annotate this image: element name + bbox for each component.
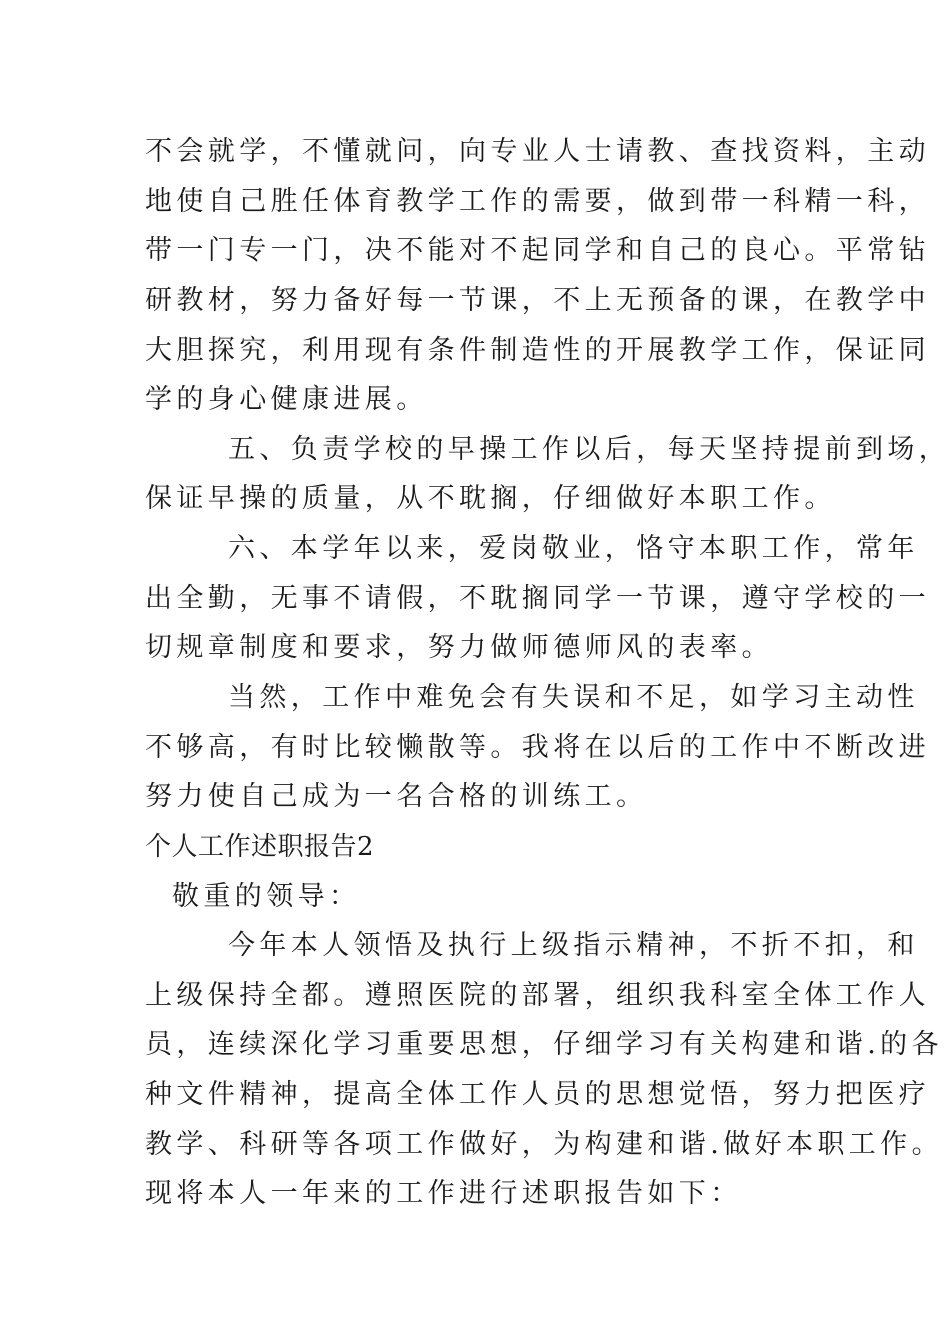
paragraph-line: 带一门专一门，决不能对不起同学和自己的良心。平常钻 [145, 235, 930, 266]
section-heading: 个人工作述职报告2 [145, 832, 375, 862]
paragraph-line: 切规章制度和要求，努力做师德师风的表率。 [145, 632, 773, 663]
paragraph-line: 上级保持全都。遵照医院的部署，组织我科室全体工作人 [145, 980, 930, 1011]
paragraph-line: 当然，工作中难免会有失误和不足，如学习主动性 [228, 682, 919, 713]
paragraph-line: 今年本人领悟及执行上级指示精神，不折不扣，和 [228, 930, 919, 961]
paragraph-line: 大胆探究，利用现有条件制造性的开展教学工作，保证同 [145, 335, 930, 366]
salutation: 敬重的领导： [172, 881, 361, 912]
paragraph-line: 员，连续深化学习重要思想，仔细学习有关构建和谐.的各 [145, 1029, 943, 1060]
paragraph-line: 努力使自己成为一名合格的训练工。 [145, 781, 648, 812]
paragraph-line: 学的身心健康进展。 [145, 384, 428, 415]
paragraph-line: 五、负责学校的早操工作以后，每天坚持提前到场， [228, 434, 950, 465]
paragraph-line: 保证早操的质量，从不耽搁，仔细做好本职工作。 [145, 483, 836, 514]
paragraph-line: 地使自己胜任体育教学工作的需要，做到带一科精一科， [145, 186, 930, 217]
paragraph-line: 研教材，努力备好每一节课，不上无预备的课，在教学中 [145, 285, 930, 316]
paragraph-line: 不够高，有时比较懒散等。我将在以后的工作中不断改进 [145, 732, 930, 763]
paragraph-line: 种文件精神，提高全体工作人员的思想觉悟，努力把医疗 [145, 1079, 930, 1110]
paragraph-line: 出全勤，无事不请假，不耽搁同学一节课，遵守学校的一 [145, 583, 930, 614]
paragraph-line: 不会就学，不懂就问，向专业人士请教、查找资料，主动 [145, 136, 930, 167]
paragraph-line: 六、本学年以来，爱岗敬业，恪守本职工作，常年 [228, 533, 919, 564]
paragraph-line: 现将本人一年来的工作进行述职报告如下： [145, 1178, 742, 1209]
paragraph-line: 教学、科研等各项工作做好，为构建和谐.做好本职工作。 [145, 1129, 943, 1160]
